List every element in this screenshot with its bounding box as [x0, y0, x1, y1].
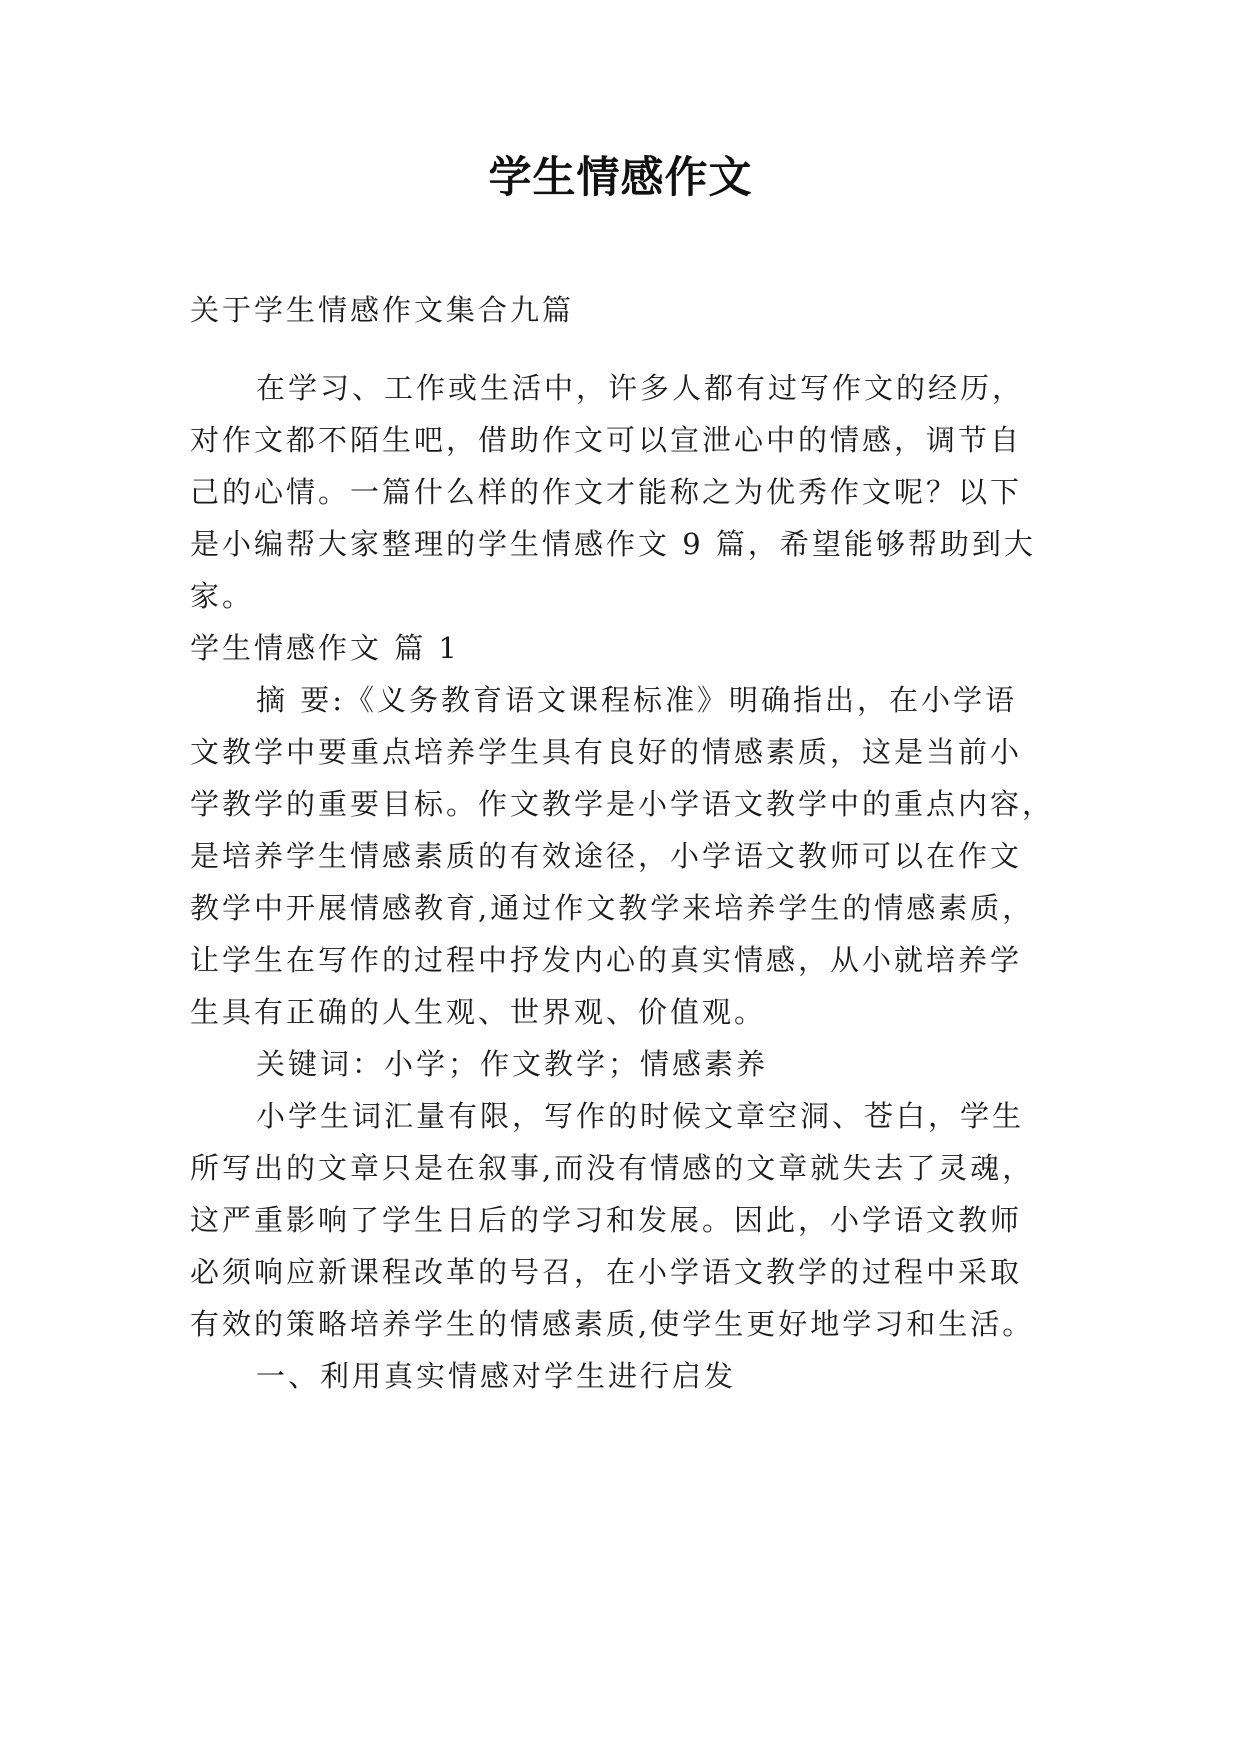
body-line: 这严重影响了学生日后的学习和发展。因此，小学语文教师	[190, 1203, 1023, 1237]
abstract-line: 是培养学生情感素质的有效途径，小学语文教师可以在作文	[190, 839, 1023, 873]
abstract-line: 摘 要:《义务教育语文课程标准》明确指出，在小学语	[256, 683, 1017, 717]
document-title: 学生情感作文	[488, 153, 753, 203]
body-line: 小学生词汇量有限，写作的时候文章空洞、苍白，学生	[256, 1099, 1025, 1133]
numbered-heading: 一、利用真实情感对学生进行启发	[256, 1359, 737, 1393]
abstract-line: 学教学的重要目标。作文教学是小学语文教学中的重点内容，	[190, 787, 1055, 821]
intro-line: 对作文都不陌生吧，借助作文可以宣泄心中的情感，调节自	[190, 423, 1023, 457]
intro-line: 家。	[190, 579, 255, 613]
abstract-line: 生具有正确的人生观、世界观、价值观。	[190, 995, 767, 1029]
abstract-line: 文教学中要重点培养学生具有良好的情感素质，这是当前小	[190, 735, 1023, 769]
body-line: 有效的策略培养学生的情感素质,使学生更好地学习和生活。	[190, 1307, 1035, 1341]
abstract-line: 教学中开展情感教育,通过作文教学来培养学生的情感素质，	[190, 891, 1035, 925]
intro-line: 在学习、工作或生活中，许多人都有过写作文的经历，	[256, 371, 1025, 405]
abstract-line: 让学生在写作的过程中抒发内心的真实情感，从小就培养学	[190, 943, 1023, 977]
keywords-line: 关键词：小学；作文教学；情感素养	[256, 1047, 769, 1081]
intro-line: 己的心情。一篇什么样的作文才能称之为优秀作文呢？以下	[190, 475, 1023, 509]
body-line: 所写出的文章只是在叙事,而没有情感的文章就失去了灵魂，	[190, 1151, 1035, 1185]
body-line: 必须响应新课程改革的号召，在小学语文教学的过程中采取	[190, 1255, 1023, 1289]
document-subtitle: 关于学生情感作文集合九篇	[190, 293, 575, 327]
section-heading: 学生情感作文 篇 1	[190, 631, 460, 665]
intro-line: 是小编帮大家整理的学生情感作文 9 篇，希望能够帮助到大	[190, 527, 1036, 561]
